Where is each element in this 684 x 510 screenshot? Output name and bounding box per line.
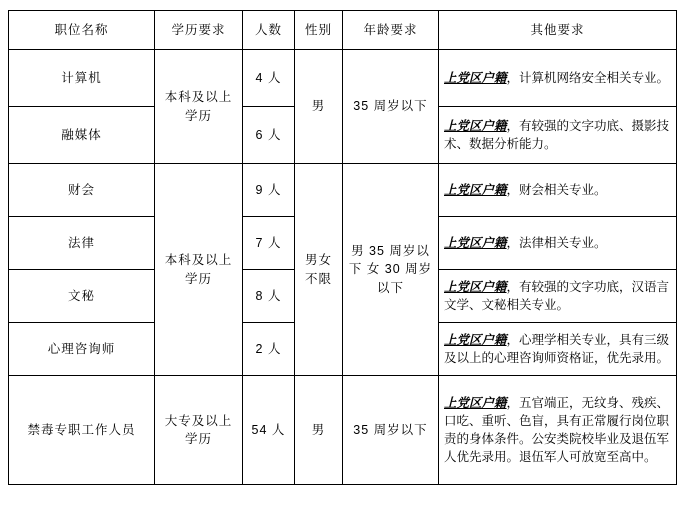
cell-post-name: 计算机 — [9, 50, 155, 107]
cell-other-requirements — [439, 323, 677, 376]
cell-number: 9 人 — [243, 164, 295, 217]
cell-age: 35 周岁以下 — [343, 50, 439, 164]
household-registration-emphasis: 上党区户籍 — [444, 279, 507, 294]
cell-education: 大专及以上学历 — [155, 376, 243, 485]
cell-post-name: 融媒体 — [9, 107, 155, 164]
cell-post-name: 文秘 — [9, 270, 155, 323]
column-header-education: 学历要求 — [155, 11, 243, 50]
household-registration-emphasis: 上党区户籍 — [444, 182, 507, 197]
other-requirement-text: ，计算机网络安全相关专业。 — [506, 70, 670, 85]
table-header-row — [9, 11, 677, 50]
cell-other-requirements — [439, 107, 677, 164]
household-registration-emphasis: 上党区户籍 — [444, 118, 507, 133]
household-registration-emphasis: 上党区户籍 — [444, 70, 507, 85]
other-requirement-text: ，有较强的文字功底、摄影技术、数据分析能力。 — [444, 118, 670, 151]
other-requirement-text: ，有较强的文字功底，汉语言文学、文秘相关专业。 — [444, 279, 670, 312]
cell-other-requirements — [439, 164, 677, 217]
cell-age: 男 35 周岁以下 女 30 周岁以下 — [343, 164, 439, 376]
cell-age: 35 周岁以下 — [343, 376, 439, 485]
table-row — [9, 50, 677, 107]
cell-number: 2 人 — [243, 323, 295, 376]
cell-other-requirements — [439, 50, 677, 107]
other-requirement-text: ，法律相关专业。 — [506, 235, 607, 250]
cell-number: 7 人 — [243, 217, 295, 270]
cell-post-name: 法律 — [9, 217, 155, 270]
column-header-age: 年龄要求 — [343, 11, 439, 50]
cell-other-requirements — [439, 376, 677, 485]
cell-education: 本科及以上学历 — [155, 164, 243, 376]
cell-number: 4 人 — [243, 50, 295, 107]
cell-post-name: 财会 — [9, 164, 155, 217]
other-requirement-text: ，财会相关专业。 — [506, 182, 607, 197]
other-requirement-text: ，五官端正，无纹身、残疾、口吃、重听、色盲，具有正常履行岗位职责的身体条件。公安类院校毕业及退伍军人优先录用。退伍军人可放宽至高中。 — [444, 395, 670, 465]
cell-number: 54 人 — [243, 376, 295, 485]
cell-gender: 男女不限 — [295, 164, 343, 376]
cell-post-name: 禁毒专职工作人员 — [9, 376, 155, 485]
cell-education: 本科及以上学历 — [155, 50, 243, 164]
cell-gender: 男 — [295, 376, 343, 485]
table-row — [9, 376, 677, 485]
column-header-number: 人数 — [243, 11, 295, 50]
household-registration-emphasis: 上党区户籍 — [444, 235, 507, 250]
household-registration-emphasis: 上党区户籍 — [444, 395, 507, 410]
column-header-other: 其他要求 — [439, 11, 677, 50]
cell-other-requirements — [439, 270, 677, 323]
cell-other-requirements — [439, 217, 677, 270]
cell-number: 8 人 — [243, 270, 295, 323]
table-row — [9, 164, 677, 217]
cell-number: 6 人 — [243, 107, 295, 164]
cell-gender: 男 — [295, 50, 343, 164]
household-registration-emphasis: 上党区户籍 — [444, 332, 507, 347]
column-header-post: 职位名称 — [9, 11, 155, 50]
column-header-gender: 性别 — [295, 11, 343, 50]
cell-post-name: 心理咨询师 — [9, 323, 155, 376]
other-requirement-text: ，心理学相关专业，具有三级及以上的心理咨询师资格证，优先录用。 — [444, 332, 670, 365]
job-requirements-table — [8, 10, 677, 485]
